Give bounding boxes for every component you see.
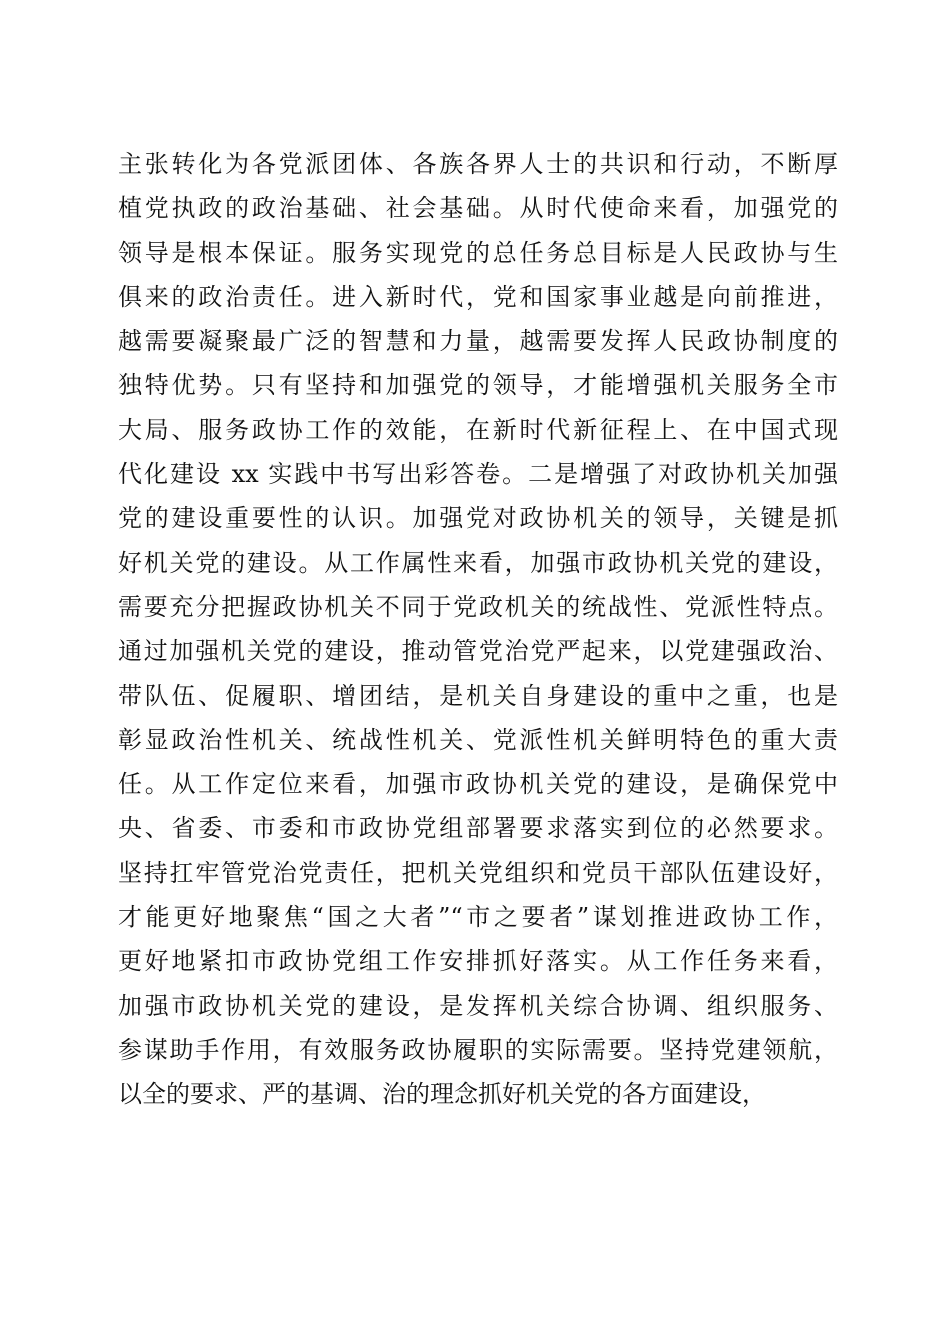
text-line: 需要充分把握政协机关不同于党政机关的统战性、党派性特点。 (118, 592, 838, 621)
text-line: 任。从工作定位来看，加强市政协机关党的建设，是确保党中 (118, 770, 838, 799)
text-line: 俱来的政治责任。进入新时代，党和国家事业越是向前推进， (118, 282, 838, 311)
text-line: 坚持扛牢管党治党责任，把机关党组织和党员干部队伍建设好， (118, 858, 838, 887)
text-line: 央、省委、市委和市政协党组部署要求落实到位的必然要求。 (118, 814, 838, 843)
text-line: 通过加强机关党的建设，推动管党治党严起来，以党建强政治、 (118, 637, 838, 666)
text-line: 更好地紧扣市政协党组工作安排抓好落实。从工作任务来看， (118, 947, 838, 976)
text-line: 好机关党的建设。从工作属性来看，加强市政协机关党的建设， (118, 548, 838, 577)
text-line: 越需要凝聚最广泛的智慧和力量，越需要发挥人民政协制度的 (118, 327, 838, 356)
text-line: 代化建设 xx 实践中书写出彩答卷。二是增强了对政协机关加强 (118, 460, 838, 489)
text-line: 才能更好地聚焦“国之大者”“市之要者”谋划推进政协工作， (118, 903, 838, 932)
text-line: 植党执政的政治基础、社会基础。从时代使命来看，加强党的 (118, 194, 838, 223)
text-line: 参谋助手作用，有效服务政协履职的实际需要。坚持党建领航， (118, 1035, 838, 1064)
text-line: 彰显政治性机关、统战性机关、党派性机关鲜明特色的重大责 (118, 725, 838, 754)
text-line: 领导是根本保证。服务实现党的总任务总目标是人民政协与生 (118, 238, 838, 267)
text-line: 大局、服务政协工作的效能，在新时代新征程上、在中国式现 (118, 415, 838, 444)
body-text (118, 142, 838, 1117)
text-line: 加强市政协机关党的建设，是发挥机关综合协调、组织服务、 (118, 991, 838, 1020)
text-line: 带队伍、促履职、增团结，是机关自身建设的重中之重，也是 (118, 681, 838, 710)
text-line: 以全的要求、严的基调、治的理念抓好机关党的各方面建设， (118, 1080, 766, 1109)
text-line: 独特优势。只有坚持和加强党的领导，才能增强机关服务全市 (118, 371, 838, 400)
text-line: 主张转化为各党派团体、各族各界人士的共识和行动，不断厚 (118, 150, 838, 178)
text-line: 党的建设重要性的认识。加强党对政协机关的领导，关键是抓 (118, 504, 838, 533)
